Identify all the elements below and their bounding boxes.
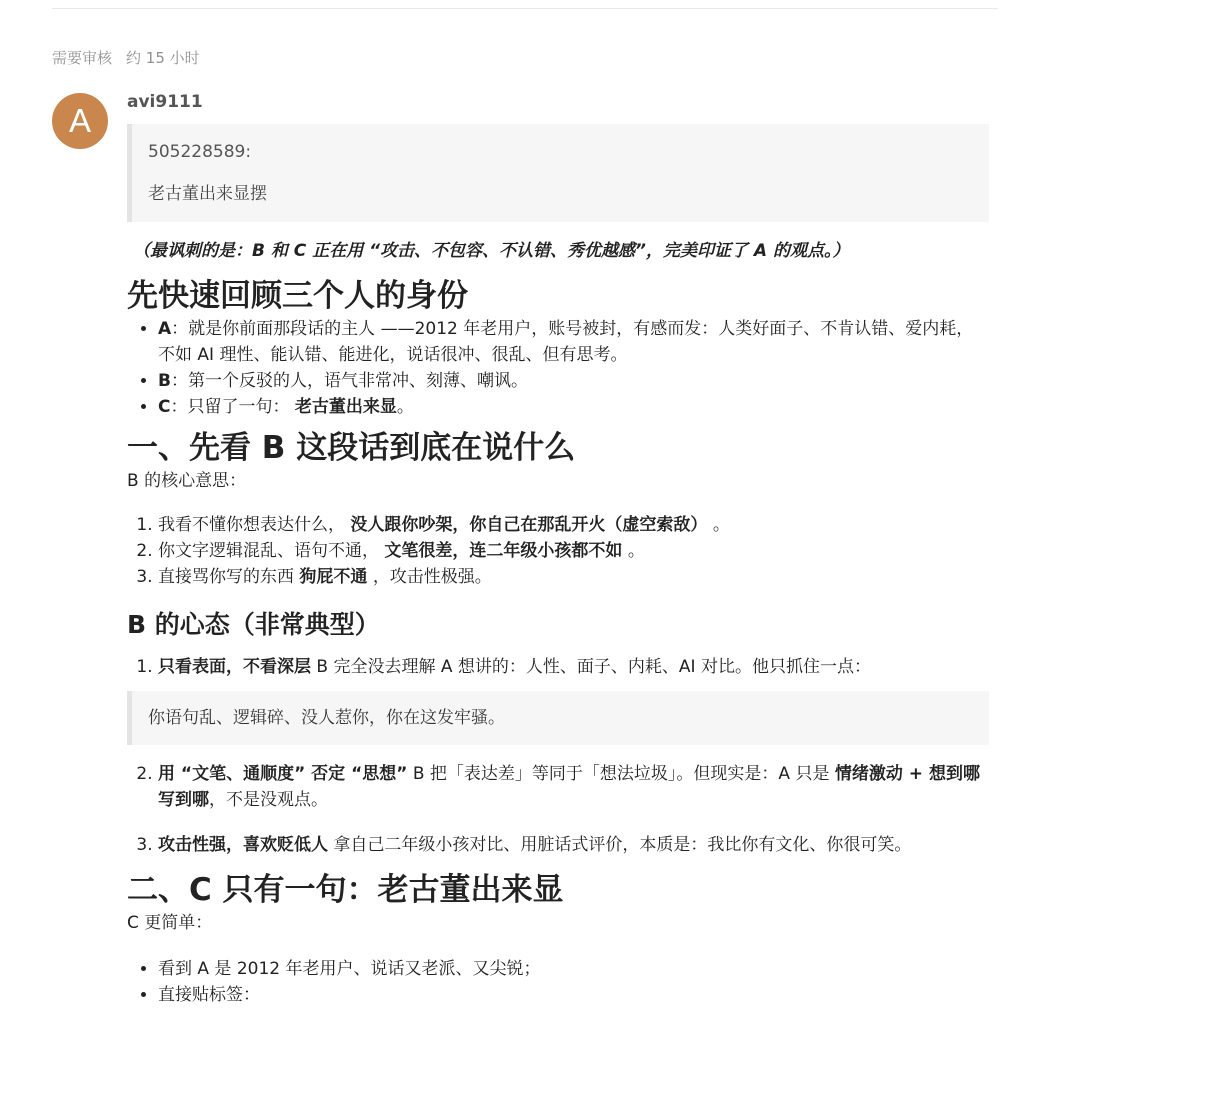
role-name: B — [158, 371, 171, 391]
list-item: • 看到 A 是 2012 年老用户、说话又老派、又尖锐； — [158, 956, 989, 982]
quote-block — [127, 124, 989, 222]
post-body — [127, 90, 989, 1008]
section-two-list — [127, 956, 989, 1008]
list-item: 2. 你文字逻辑混乱、语句不通， 文笔很差，连二年级小孩都不如 。 — [158, 538, 989, 564]
section-one-list — [127, 512, 989, 590]
section-one-lead: B 的核心意思： — [127, 471, 247, 491]
intro-emphasis-text: （最讽刺的是：B 和 C 正在用 “攻击、不包容、不认错、秀优越感”，完美印证了 A 的观点。） — [133, 241, 850, 261]
mindset-list-1 — [127, 654, 989, 680]
list-item: 3. 直接骂你写的东西 狗屁不通 ，攻击性极强。 — [158, 564, 989, 590]
role-item-c: • C：只留了一句： 老古董出来显。 — [158, 394, 989, 420]
roles-list — [127, 316, 989, 420]
quote-text: 老古董出来显摆 — [148, 184, 267, 204]
username[interactable]: avi9111 — [127, 92, 203, 112]
heading-roles: 先快速回顾三个人的身份 — [127, 278, 468, 314]
mindset-quote: 你语句乱、逻辑碎、没人惹你，你在这发牢骚。 — [127, 691, 989, 745]
section-two-lead: C 更简单： — [127, 913, 213, 933]
top-divider — [52, 8, 998, 9]
avatar-letter: A — [68, 102, 91, 139]
avatar[interactable] — [52, 93, 108, 149]
role-item-a: • A：就是你前面那段话的主人 ——2012 年老用户，账号被封，有感而发：人类好面子、不肯认错、爱内耗，不如 AI 理性、能认错、能进化，说话很冲、很乱、但有思考。 — [158, 316, 989, 368]
role-name: C — [158, 397, 171, 417]
list-item: • 直接贴标签： — [158, 982, 989, 1008]
role-name: A — [158, 319, 172, 339]
list-item: 2. 用 “文笔、通顺度” 否定 “思想” B 把「表达差」等同于「想法垃圾」。但现实是：A 只是 情绪激动 + 想到哪写到哪，不是没观点。 — [158, 761, 989, 813]
post-meta — [52, 47, 200, 68]
list-item: 1. 我看不懂你想表达什么， 没人跟你吵架，你自己在那乱开火（虚空索敌） 。 — [158, 512, 989, 538]
list-item: 3. 攻击性强，喜欢贬低人 拿自己二年级小孩对比、用脏话式评价，本质是：我比你有文化、你很可笑。 — [158, 832, 989, 858]
role-item-b: • B：第一个反驳的人，语气非常冲、刻薄、嘲讽。 — [158, 368, 989, 394]
heading-section-one: 一、先看 B 这段话到底在说什么 — [127, 430, 576, 466]
quote-user[interactable]: 505228589: — [148, 142, 252, 162]
list-item: 1. 只看表面，不看深层 B 完全没去理解 A 想讲的：人性、面子、内耗、AI 对比。他只抓住一点： — [158, 654, 989, 680]
post-time[interactable]: 约 15 小时 — [126, 49, 200, 67]
heading-b-mindset: B 的心态（非常典型） — [127, 610, 380, 639]
heading-section-two: 二、C 只有一句：老古董出来显 — [127, 872, 564, 908]
mindset-list-2 — [127, 761, 989, 858]
review-status: 需要审核 — [52, 49, 113, 67]
intro-emphasis — [133, 234, 989, 268]
